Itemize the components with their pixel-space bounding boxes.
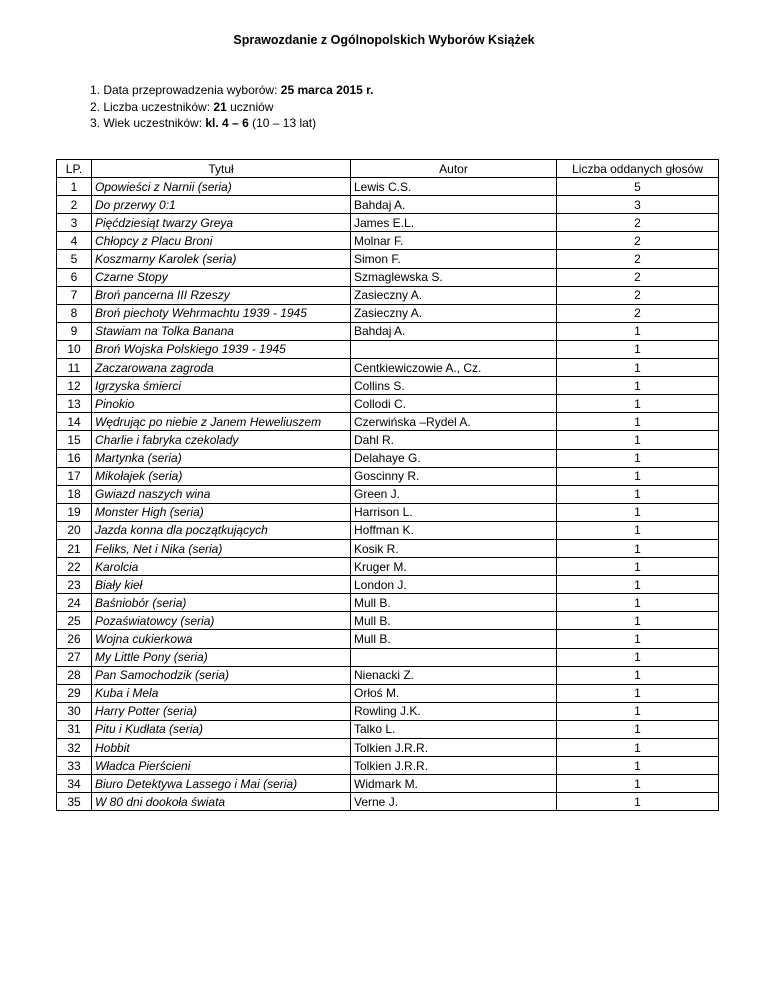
- cell-votes: 2: [557, 286, 719, 304]
- cell-author: Mull B.: [351, 630, 557, 648]
- table-row: [57, 503, 719, 521]
- table-row: [57, 268, 719, 286]
- cell-author: Szmaglewska S.: [351, 268, 557, 286]
- cell-lp: 29: [57, 684, 92, 702]
- cell-title: Do przerwy 0:1: [92, 196, 351, 214]
- cell-author: Tolkien J.R.R.: [351, 757, 557, 775]
- cell-lp: 16: [57, 449, 92, 467]
- cell-votes: 1: [557, 630, 719, 648]
- cell-author: Green J.: [351, 485, 557, 503]
- table-row: [57, 413, 719, 431]
- cell-lp: 1: [57, 178, 92, 196]
- cell-title: Mikołajek (seria): [92, 467, 351, 485]
- cell-votes: 1: [557, 322, 719, 340]
- cell-author: James E.L.: [351, 214, 557, 232]
- table-row: [57, 232, 719, 250]
- cell-author: Nienacki Z.: [351, 666, 557, 684]
- cell-author: [351, 340, 557, 358]
- cell-title: Broń Wojska Polskiego 1939 - 1945: [92, 340, 351, 358]
- cell-lp: 18: [57, 485, 92, 503]
- info-line-date: 1. Data przeprowadzenia wyborów: 25 marca 2015 r.: [90, 83, 374, 97]
- cell-lp: 8: [57, 304, 92, 322]
- cell-votes: 2: [557, 250, 719, 268]
- cell-author: Goscinny R.: [351, 467, 557, 485]
- table-row: [57, 666, 719, 684]
- table-row: [57, 377, 719, 395]
- table-row: [57, 196, 719, 214]
- cell-lp: 6: [57, 268, 92, 286]
- table-row: [57, 485, 719, 503]
- cell-author: Dahl R.: [351, 431, 557, 449]
- cell-author: Harrison L.: [351, 503, 557, 521]
- cell-author: [351, 648, 557, 666]
- cell-votes: 1: [557, 413, 719, 431]
- cell-lp: 34: [57, 775, 92, 793]
- cell-votes: 1: [557, 666, 719, 684]
- cell-votes: 5: [557, 178, 719, 196]
- cell-title: W 80 dni dookoła świata: [92, 793, 351, 811]
- cell-author: Kruger M.: [351, 558, 557, 576]
- header-author: Autor: [351, 160, 557, 178]
- table-row: [57, 431, 719, 449]
- cell-votes: 1: [557, 558, 719, 576]
- header-lp: LP.: [57, 160, 92, 178]
- table-row: [57, 304, 719, 322]
- cell-votes: 1: [557, 503, 719, 521]
- cell-votes: 1: [557, 720, 719, 738]
- cell-votes: 1: [557, 449, 719, 467]
- cell-title: Igrzyska śmierci: [92, 377, 351, 395]
- survey-info: [90, 82, 374, 132]
- cell-lp: 2: [57, 196, 92, 214]
- cell-title: Kuba i Mela: [92, 684, 351, 702]
- cell-lp: 32: [57, 739, 92, 757]
- cell-title: Broń pancerna III Rzeszy: [92, 286, 351, 304]
- cell-author: Talko L.: [351, 720, 557, 738]
- cell-author: Orłoś M.: [351, 684, 557, 702]
- cell-title: Wojna cukierkowa: [92, 630, 351, 648]
- cell-votes: 2: [557, 214, 719, 232]
- cell-title: Harry Potter (seria): [92, 702, 351, 720]
- cell-votes: 1: [557, 431, 719, 449]
- cell-title: Wędrując po niebie z Janem Heweliuszem: [92, 413, 351, 431]
- cell-title: Pitu i Kudłata (seria): [92, 720, 351, 738]
- table-row: [57, 286, 719, 304]
- cell-lp: 3: [57, 214, 92, 232]
- table-row: [57, 521, 719, 539]
- table-row: [57, 576, 719, 594]
- cell-author: Mull B.: [351, 594, 557, 612]
- cell-author: Czerwińska –Rydel A.: [351, 413, 557, 431]
- cell-votes: 1: [557, 702, 719, 720]
- table-row: [57, 214, 719, 232]
- cell-votes: 1: [557, 395, 719, 413]
- table-row: [57, 702, 719, 720]
- cell-votes: 1: [557, 359, 719, 377]
- cell-author: Tolkien J.R.R.: [351, 739, 557, 757]
- cell-votes: 1: [557, 340, 719, 358]
- cell-votes: 2: [557, 304, 719, 322]
- cell-author: Widmark M.: [351, 775, 557, 793]
- cell-lp: 12: [57, 377, 92, 395]
- cell-votes: 2: [557, 268, 719, 286]
- cell-votes: 1: [557, 521, 719, 539]
- info-line-age: 3. Wiek uczestników: kl. 4 – 6 (10 – 13 lat): [90, 116, 317, 130]
- table-row: [57, 630, 719, 648]
- cell-author: Zasieczny A.: [351, 304, 557, 322]
- cell-lp: 26: [57, 630, 92, 648]
- table-row: [57, 684, 719, 702]
- cell-author: Zasieczny A.: [351, 286, 557, 304]
- table-row: [57, 793, 719, 811]
- cell-title: Monster High (seria): [92, 503, 351, 521]
- cell-author: Verne J.: [351, 793, 557, 811]
- table-row: [57, 594, 719, 612]
- cell-title: Koszmarny Karolek (seria): [92, 250, 351, 268]
- cell-title: Feliks, Net i Nika (seria): [92, 539, 351, 557]
- cell-lp: 5: [57, 250, 92, 268]
- cell-lp: 22: [57, 558, 92, 576]
- cell-votes: 1: [557, 485, 719, 503]
- cell-author: Molnar F.: [351, 232, 557, 250]
- cell-author: Simon F.: [351, 250, 557, 268]
- table-row: [57, 720, 719, 738]
- cell-lp: 7: [57, 286, 92, 304]
- cell-votes: 1: [557, 793, 719, 811]
- table-row: [57, 449, 719, 467]
- cell-lp: 10: [57, 340, 92, 358]
- table-row: [57, 467, 719, 485]
- cell-lp: 28: [57, 666, 92, 684]
- cell-lp: 15: [57, 431, 92, 449]
- cell-lp: 23: [57, 576, 92, 594]
- cell-author: Mull B.: [351, 612, 557, 630]
- cell-author: Centkiewiczowie A., Cz.: [351, 359, 557, 377]
- cell-lp: 13: [57, 395, 92, 413]
- cell-author: London J.: [351, 576, 557, 594]
- cell-lp: 35: [57, 793, 92, 811]
- cell-title: Pięćdziesiąt twarzy Greya: [92, 214, 351, 232]
- table-row: [57, 250, 719, 268]
- cell-author: Kosik R.: [351, 539, 557, 557]
- results-table: [56, 159, 719, 811]
- cell-votes: 1: [557, 594, 719, 612]
- cell-votes: 1: [557, 576, 719, 594]
- table-row: [57, 612, 719, 630]
- table-row: [57, 359, 719, 377]
- header-title: Tytuł: [92, 160, 351, 178]
- cell-title: Baśniobór (seria): [92, 594, 351, 612]
- cell-title: Martynka (seria): [92, 449, 351, 467]
- cell-votes: 1: [557, 775, 719, 793]
- cell-lp: 31: [57, 720, 92, 738]
- table-row: [57, 340, 719, 358]
- cell-title: Pinokio: [92, 395, 351, 413]
- cell-title: Pan Samochodzik (seria): [92, 666, 351, 684]
- cell-title: Gwiazd naszych wina: [92, 485, 351, 503]
- cell-title: My Little Pony (seria): [92, 648, 351, 666]
- cell-title: Jazda konna dla początkujących: [92, 521, 351, 539]
- table-header-row: [57, 160, 719, 178]
- table-row: [57, 648, 719, 666]
- cell-votes: 1: [557, 539, 719, 557]
- document-title: Sprawozdanie z Ogólnopolskich Wyborów Książek: [233, 33, 535, 47]
- cell-title: Broń piechoty Wehrmachtu 1939 - 1945: [92, 304, 351, 322]
- cell-lp: 24: [57, 594, 92, 612]
- cell-author: Lewis C.S.: [351, 178, 557, 196]
- cell-votes: 2: [557, 232, 719, 250]
- cell-title: Charlie i fabryka czekolady: [92, 431, 351, 449]
- cell-title: Pozaświatowcy (seria): [92, 612, 351, 630]
- cell-author: Bahdaj A.: [351, 322, 557, 340]
- cell-title: Władca Pierścieni: [92, 757, 351, 775]
- info-line-participants: 2. Liczba uczestników: 21 uczniów: [90, 99, 274, 114]
- cell-author: Delahaye G.: [351, 449, 557, 467]
- cell-votes: 1: [557, 612, 719, 630]
- cell-lp: 27: [57, 648, 92, 666]
- table-row: [57, 539, 719, 557]
- cell-title: Czarne Stopy: [92, 268, 351, 286]
- cell-lp: 20: [57, 521, 92, 539]
- cell-lp: 30: [57, 702, 92, 720]
- cell-votes: 1: [557, 684, 719, 702]
- cell-title: Chłopcy z Placu Broni: [92, 232, 351, 250]
- table-row: [57, 322, 719, 340]
- table-row: [57, 739, 719, 757]
- cell-title: Biuro Detektywa Lassego i Mai (seria): [92, 775, 351, 793]
- cell-votes: 1: [557, 467, 719, 485]
- cell-lp: 4: [57, 232, 92, 250]
- cell-author: Bahdaj A.: [351, 196, 557, 214]
- cell-title: Karolcia: [92, 558, 351, 576]
- cell-author: Collodi C.: [351, 395, 557, 413]
- cell-lp: 9: [57, 322, 92, 340]
- cell-votes: 3: [557, 196, 719, 214]
- table-row: [57, 775, 719, 793]
- cell-votes: 1: [557, 648, 719, 666]
- cell-lp: 17: [57, 467, 92, 485]
- table-row: [57, 558, 719, 576]
- cell-author: Collins S.: [351, 377, 557, 395]
- cell-votes: 1: [557, 739, 719, 757]
- cell-title: Stawiam na Tolka Banana: [92, 322, 351, 340]
- table-row: [57, 757, 719, 775]
- cell-lp: 21: [57, 539, 92, 557]
- cell-lp: 25: [57, 612, 92, 630]
- cell-lp: 33: [57, 757, 92, 775]
- cell-votes: 1: [557, 757, 719, 775]
- table-row: [57, 395, 719, 413]
- table-row: [57, 178, 719, 196]
- cell-title: Opowieści z Narnii (seria): [92, 178, 351, 196]
- cell-lp: 11: [57, 359, 92, 377]
- cell-author: Hoffman K.: [351, 521, 557, 539]
- cell-votes: 1: [557, 377, 719, 395]
- cell-title: Hobbit: [92, 739, 351, 757]
- cell-title: Biały kieł: [92, 576, 351, 594]
- header-votes: Liczba oddanych głosów: [557, 160, 719, 178]
- cell-title: Zaczarowana zagroda: [92, 359, 351, 377]
- cell-author: Rowling J.K.: [351, 702, 557, 720]
- cell-lp: 19: [57, 503, 92, 521]
- cell-lp: 14: [57, 413, 92, 431]
